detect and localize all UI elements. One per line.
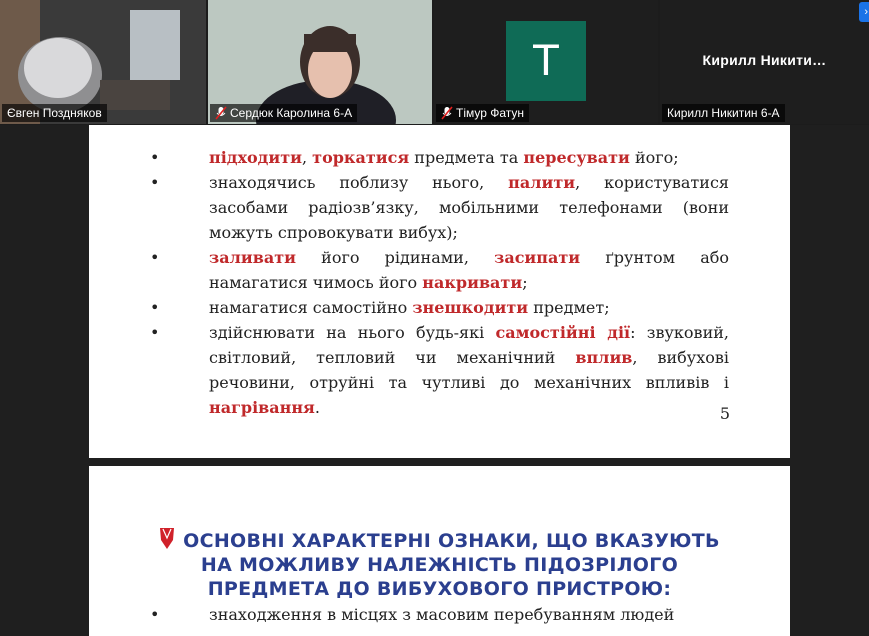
text-run: . [314, 398, 320, 417]
participant-name: Кирилл Никитин 6-А [662, 104, 785, 122]
heading-line-2: НА МОЖЛИВУ НАЛЕЖНІСТЬ ПІДОЗРІЛОГО [200, 554, 679, 576]
participant-name: Євген Поздняков [2, 104, 107, 122]
list-item [150, 170, 729, 245]
participant-tile[interactable] [660, 0, 869, 124]
mic-off-icon [215, 106, 227, 120]
highlighted-term: нагрівання [209, 398, 315, 417]
text-run: знаходячись поблизу нього, [209, 173, 509, 192]
expand-strip-icon[interactable]: › [859, 2, 869, 22]
heading-line-1: ОСНОВНІ ХАРАКТЕРНІ ОЗНАКИ, ЩО ВКАЗУЮТЬ [89, 526, 790, 553]
mic-off-icon [441, 106, 453, 120]
text-run: намагатися самостійно [209, 298, 413, 317]
participant-tile[interactable] [208, 0, 432, 124]
signs-list [150, 602, 729, 627]
highlighted-term: пересувати [523, 148, 630, 167]
page-number: 5 [719, 404, 730, 423]
highlighted-term: підходити [209, 148, 302, 167]
text-run: предмета та [409, 148, 524, 167]
participant-tile[interactable] [434, 0, 658, 124]
text-run: : звуковий, світловий, тепловий чи механічний [209, 323, 729, 367]
list-item [150, 320, 729, 420]
highlighted-term: вплив [575, 348, 633, 367]
red-shield-icon [159, 526, 175, 550]
list-item [150, 295, 729, 320]
highlighted-term: палити [508, 173, 576, 192]
text-run: предмет; [528, 298, 610, 317]
list-item [150, 602, 729, 627]
prohibited-actions-list [150, 145, 729, 420]
text-run: його рідинами, [296, 248, 495, 267]
text-run: ; [522, 273, 528, 292]
participant-display-name: Кирилл Никити… [702, 52, 827, 68]
page-separator [89, 458, 790, 466]
participant-tile[interactable] [0, 0, 206, 124]
highlighted-term: самостійні дії [495, 323, 631, 342]
participant-avatar: T [506, 21, 586, 101]
list-item [150, 245, 729, 295]
participant-video-strip [0, 0, 869, 125]
highlighted-term: засипати [494, 248, 581, 267]
text-run: , вибухові речовини, отруйні та чутливі до механічних впливів і [209, 348, 730, 392]
heading-line-3: ПРЕДМЕТА ДО ВИБУХОВОГО ПРИСТРОЮ: [207, 578, 672, 600]
document-page-6 [89, 466, 790, 636]
text-run: його; [629, 148, 679, 167]
highlighted-term: знешкодити [412, 298, 529, 317]
text-run: здійснювати на нього будь-які [209, 323, 496, 342]
section-heading [89, 526, 790, 601]
participant-name: Тімур Фатун [436, 104, 529, 122]
highlighted-term: заливати [209, 248, 296, 267]
text-run: знаходження в місцях з масовим перебуванням людей [209, 605, 675, 624]
highlighted-term: торкатися [312, 148, 410, 167]
list-item [150, 145, 729, 170]
text-run: , [301, 148, 313, 167]
text-run: , користуватися засобами радіозв’язку, мобільними телефонами (вони можуть спровокувати вибух); [209, 173, 729, 242]
participant-name: Сердюк Каролина 6-А [210, 104, 357, 122]
text-run: ґрунтом або намагатися чимось його [209, 248, 730, 292]
highlighted-term: накривати [422, 273, 523, 292]
